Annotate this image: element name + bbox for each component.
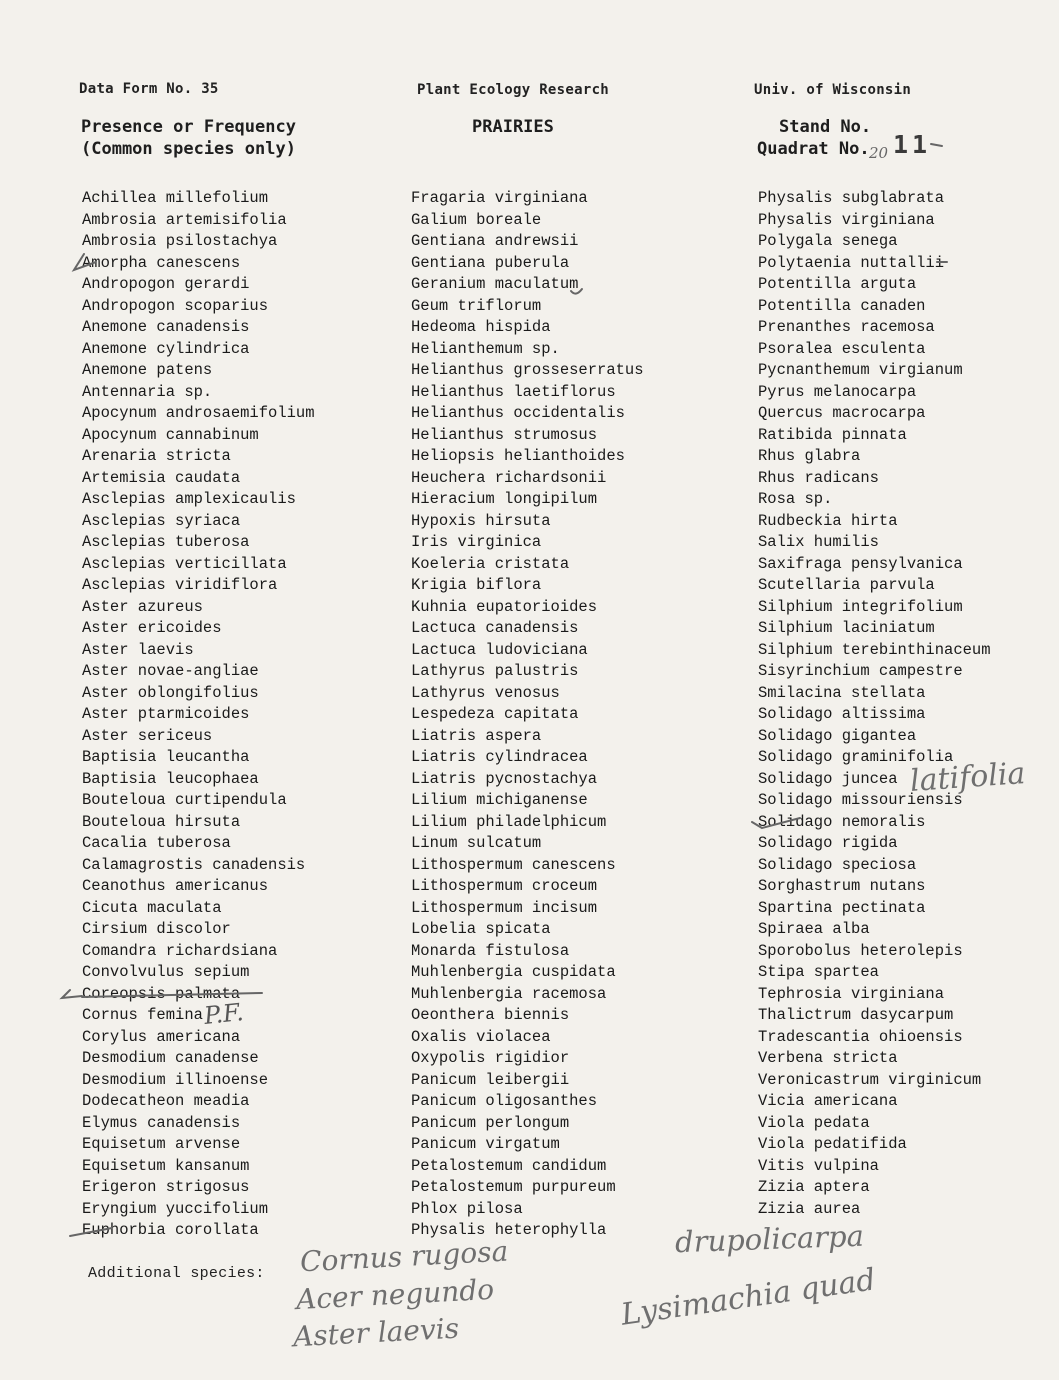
species-item: Solidago juncea [758, 769, 898, 788]
tick-quadrat-icon [931, 144, 942, 146]
species-item: Salix humilis [758, 533, 879, 551]
species-item: Panicum perlongum [411, 1113, 570, 1132]
species-item: Physalis heterophylla [411, 1221, 607, 1239]
species-item: Erigeron strigosus [82, 1178, 250, 1196]
species-item: Phlox pilosa [411, 1199, 523, 1218]
species-item: Lathyrus palustris [411, 662, 579, 680]
species-item: Equisetum kansanum [82, 1156, 250, 1175]
species-item: Geranium maculatum [411, 275, 579, 293]
species-item: Tradescantia ohioensis [758, 1027, 963, 1046]
species-item: Liatris cylindracea [411, 748, 588, 766]
species-item: Ceanothus americanus [82, 877, 269, 895]
species-item: Aster sericeus [82, 726, 213, 745]
species-item: Oxypolis rigidior [411, 1049, 570, 1067]
species-item: Anemone patens [82, 361, 213, 379]
species-item: Muhlenbergia cuspidata [411, 963, 616, 981]
quadrat-value-stamp: 1 [893, 130, 909, 159]
species-item: Heuchera richardsonii [411, 468, 607, 487]
species-item: Hedeoma hispida [411, 318, 551, 336]
species-item: Lithospermum canescens [411, 855, 616, 874]
species-item: Panicum oligosanthes [411, 1092, 598, 1110]
species-item: Oeonthera biennis [411, 1006, 570, 1024]
species-item: Kuhnia eupatorioides [411, 597, 598, 616]
species-item: Lithospermum croceum [411, 877, 598, 895]
species-item: Ratibida pinnata [758, 425, 907, 444]
species-item: Polytaenia nuttallii [758, 253, 945, 272]
checkmark-solidago-nemoralis-icon [752, 818, 800, 828]
checkmark-coreopsis-icon [62, 990, 82, 998]
species-item: Galium boreale [411, 210, 542, 229]
species-item: Aster azureus [82, 597, 203, 616]
species-item: Dodecatheon meadia [82, 1092, 250, 1110]
species-item: Sisyrinchium campestre [758, 662, 963, 680]
species-item: Zizia aptera [758, 1178, 870, 1196]
species-item: Arenaria stricta [82, 447, 231, 465]
species-item: Achillea millefolium [82, 189, 269, 207]
species-item: Quercus macrocarpa [758, 404, 926, 422]
species-item: Bouteloua hirsuta [82, 812, 241, 831]
species-item: Rhus glabra [758, 447, 861, 465]
species-item: Cornus femina [82, 1006, 203, 1024]
species-item: Vicia americana [758, 1092, 898, 1110]
subtitle-line1: Presence or Frequency [81, 117, 296, 137]
species-item: Solidago speciosa [758, 855, 917, 874]
species-item: Lactuca canadensis [411, 619, 579, 637]
species-item: Cicuta maculata [82, 898, 222, 917]
species-item: Viola pedata [758, 1113, 870, 1132]
species-item: Psoralea esculenta [758, 339, 926, 358]
species-item: Iris virginica [411, 533, 542, 551]
species-item: Lilium philadelphicum [411, 812, 607, 831]
species-item: Andropogon scoparius [82, 296, 269, 315]
species-item: Lespedeza capitata [411, 705, 579, 723]
species-item: Prenanthes racemosa [758, 318, 935, 336]
species-item: Elymus canadensis [82, 1113, 241, 1132]
subtitle-line2: (Common species only) [81, 139, 296, 159]
species-item: Comandra richardsiana [82, 941, 278, 960]
species-item: Liatris aspera [411, 726, 542, 745]
species-item: Eryngium yuccifolium [82, 1199, 269, 1218]
tick-geranium-icon [571, 289, 582, 294]
species-item: Zizia aurea [758, 1199, 861, 1218]
species-item: Silphium terebinthinaceum [758, 640, 991, 659]
species-item: Hypoxis hirsuta [411, 511, 551, 530]
species-item: Antennaria sp. [82, 382, 213, 401]
handwritten-acer-negundo: Acer negundo [295, 1272, 495, 1317]
species-item: Lobelia spicata [411, 920, 551, 938]
species-item: Koeleria cristata [411, 554, 570, 573]
species-item: Stipa spartea [758, 963, 879, 981]
species-item: Corylus americana [82, 1027, 241, 1046]
species-item: Cacalia tuberosa [82, 834, 231, 852]
species-item: Verbena stricta [758, 1049, 898, 1067]
species-item: Solidago altissima [758, 705, 926, 723]
species-item: Helianthemum sp. [411, 339, 560, 358]
stand-label: Stand No. [779, 117, 872, 137]
species-item: Krigia biflora [411, 576, 542, 594]
institution-name: Univ. of Wisconsin [754, 82, 912, 98]
species-item: Convolvulus sepium [82, 963, 250, 981]
species-item: Desmodium canadense [82, 1049, 259, 1067]
species-item: Solidago rigida [758, 834, 898, 852]
species-item: Asclepias viridiflora [82, 576, 278, 594]
species-item: Solidago nemoralis [758, 812, 926, 831]
species-item: Heliopsis helianthoides [411, 447, 625, 465]
species-item: Rudbeckia hirta [758, 511, 898, 530]
species-item: Fragaria virginiana [411, 189, 588, 207]
species-item: Viola pedatifida [758, 1135, 907, 1153]
strikethrough-coreopsis-icon [82, 993, 262, 997]
species-item: Pycnanthemum virgianum [758, 361, 963, 379]
species-item: Baptisia leucantha [82, 748, 250, 766]
species-item: Physalis virginiana [758, 210, 935, 229]
species-item: Silphium integrifolium [758, 597, 963, 616]
species-item: Asclepias amplexicaulis [82, 490, 296, 508]
species-item: Solidago graminifolia [758, 748, 954, 766]
species-item: Lilium michiganense [411, 791, 588, 809]
species-item: Physalis subglabrata [758, 189, 945, 207]
species-item: Oxalis violacea [411, 1027, 551, 1046]
species-item: Geum triflorum [411, 296, 542, 315]
checkmark-euphorbia-icon [70, 1228, 112, 1236]
handwritten-drupolicarpa: drupolicarpa [674, 1218, 865, 1260]
species-item: Apocynum cannabinum [82, 425, 259, 444]
species-item: Monarda fistulosa [411, 941, 570, 960]
species-item: Thalictrum dasycarpum [758, 1006, 954, 1024]
species-item: Asclepias verticillata [82, 554, 287, 573]
species-item: Spiraea alba [758, 920, 870, 938]
species-item: Gentiana puberula [411, 253, 570, 272]
stand-value-handwritten: 20 [869, 144, 889, 162]
species-item: Lathyrus venosus [411, 683, 560, 702]
species-item: Vitis vulpina [758, 1156, 879, 1175]
page-title: PRAIRIES [472, 117, 554, 137]
species-item: Aster laevis [82, 640, 194, 659]
handwritten-pf-mark: P.F. [202, 998, 245, 1030]
species-item: Baptisia leucophaea [82, 769, 259, 788]
species-item: Asclepias syriaca [82, 511, 241, 530]
species-item: Helianthus grosseserratus [411, 361, 644, 379]
species-item: Rhus radicans [758, 468, 879, 487]
species-item: Bouteloua curtipendula [82, 791, 287, 809]
species-item: Anemone cylindrica [82, 339, 250, 358]
species-item: Lithospermum incisum [411, 898, 598, 917]
quadrat-label: Quadrat No. [757, 139, 870, 159]
species-item: Sporobolus heterolepis [758, 941, 963, 960]
species-item: Andropogon gerardi [82, 275, 250, 293]
species-item: Potentilla canaden [758, 296, 926, 315]
species-item: Helianthus laetiflorus [411, 382, 616, 401]
form-number: Data Form No. 35 [79, 81, 219, 97]
species-item: Aster ericoides [82, 619, 222, 637]
species-item: Helianthus strumosus [411, 425, 598, 444]
species-item: Petalostemum candidum [411, 1156, 607, 1175]
quadrat-value-stamp-2: 1 [912, 130, 928, 159]
species-item: Rosa sp. [758, 490, 833, 508]
species-item: Ambrosia artemisifolia [82, 210, 287, 229]
species-item: Anemone canadensis [82, 318, 250, 336]
species-item: Liatris pycnostachya [411, 769, 598, 788]
species-item: Panicum virgatum [411, 1135, 560, 1153]
species-item: Lactuca ludoviciana [411, 640, 588, 659]
species-item: Linum sulcatum [411, 834, 542, 852]
species-item: Solidago missouriensis [758, 791, 963, 809]
species-item: Helianthus occidentalis [411, 404, 625, 422]
handwritten-lysimachia: Lysimachia quad [618, 1262, 878, 1333]
species-item: Sorghastrum nutans [758, 877, 926, 895]
species-item: Aster ptarmicoides [82, 705, 250, 723]
handwritten-cornus-rugosa: Cornus rugosa [299, 1234, 509, 1279]
species-item: Pyrus melanocarpa [758, 382, 917, 401]
species-item: Silphium laciniatum [758, 619, 935, 637]
species-item: Aster oblongifolius [82, 683, 259, 702]
species-item: Ambrosia psilostachya [82, 232, 278, 250]
species-item: Coreopsis palmata [82, 984, 241, 1003]
species-item: Smilacina stellata [758, 683, 926, 702]
additional-species-label: Additional species: [88, 1265, 265, 1282]
checkmark-amorpha-icon [74, 254, 96, 270]
species-item: Artemisia caudata [82, 468, 241, 487]
species-item: Apocynum androsaemifolium [82, 404, 315, 422]
species-item: Amorpha canescens [82, 253, 241, 272]
species-item: Aster novae-angliae [82, 662, 259, 680]
species-item: Scutellaria parvula [758, 576, 935, 594]
species-item: Calamagrostis canadensis [82, 855, 306, 874]
species-item: Spartina pectinata [758, 898, 926, 917]
species-item: Euphorbia corollata [82, 1221, 259, 1239]
species-item: Muhlenbergia racemosa [411, 984, 607, 1003]
species-item: Gentiana andrewsii [411, 232, 579, 250]
species-item: Cirsium discolor [82, 920, 231, 938]
species-item: Tephrosia virginiana [758, 984, 945, 1003]
species-item: Panicum leibergii [411, 1070, 570, 1089]
species-item: Potentilla arguta [758, 275, 917, 293]
handwritten-aster-laevis: Aster laevis [292, 1311, 460, 1354]
species-item: Petalostemum purpureum [411, 1178, 616, 1196]
species-item: Saxifraga pensylvanica [758, 554, 963, 573]
species-item: Hieracium longipilum [411, 490, 598, 508]
species-item: Asclepias tuberosa [82, 533, 250, 551]
species-item: Veronicastrum virginicum [758, 1070, 982, 1089]
species-item: Equisetum arvense [82, 1135, 241, 1153]
handwritten-latifolia: latifolia [908, 756, 1027, 799]
species-item: Desmodium illinoense [82, 1070, 269, 1089]
species-item: Polygala senega [758, 232, 898, 250]
species-item: Solidago gigantea [758, 726, 917, 745]
lab-name: Plant Ecology Research [417, 82, 610, 98]
